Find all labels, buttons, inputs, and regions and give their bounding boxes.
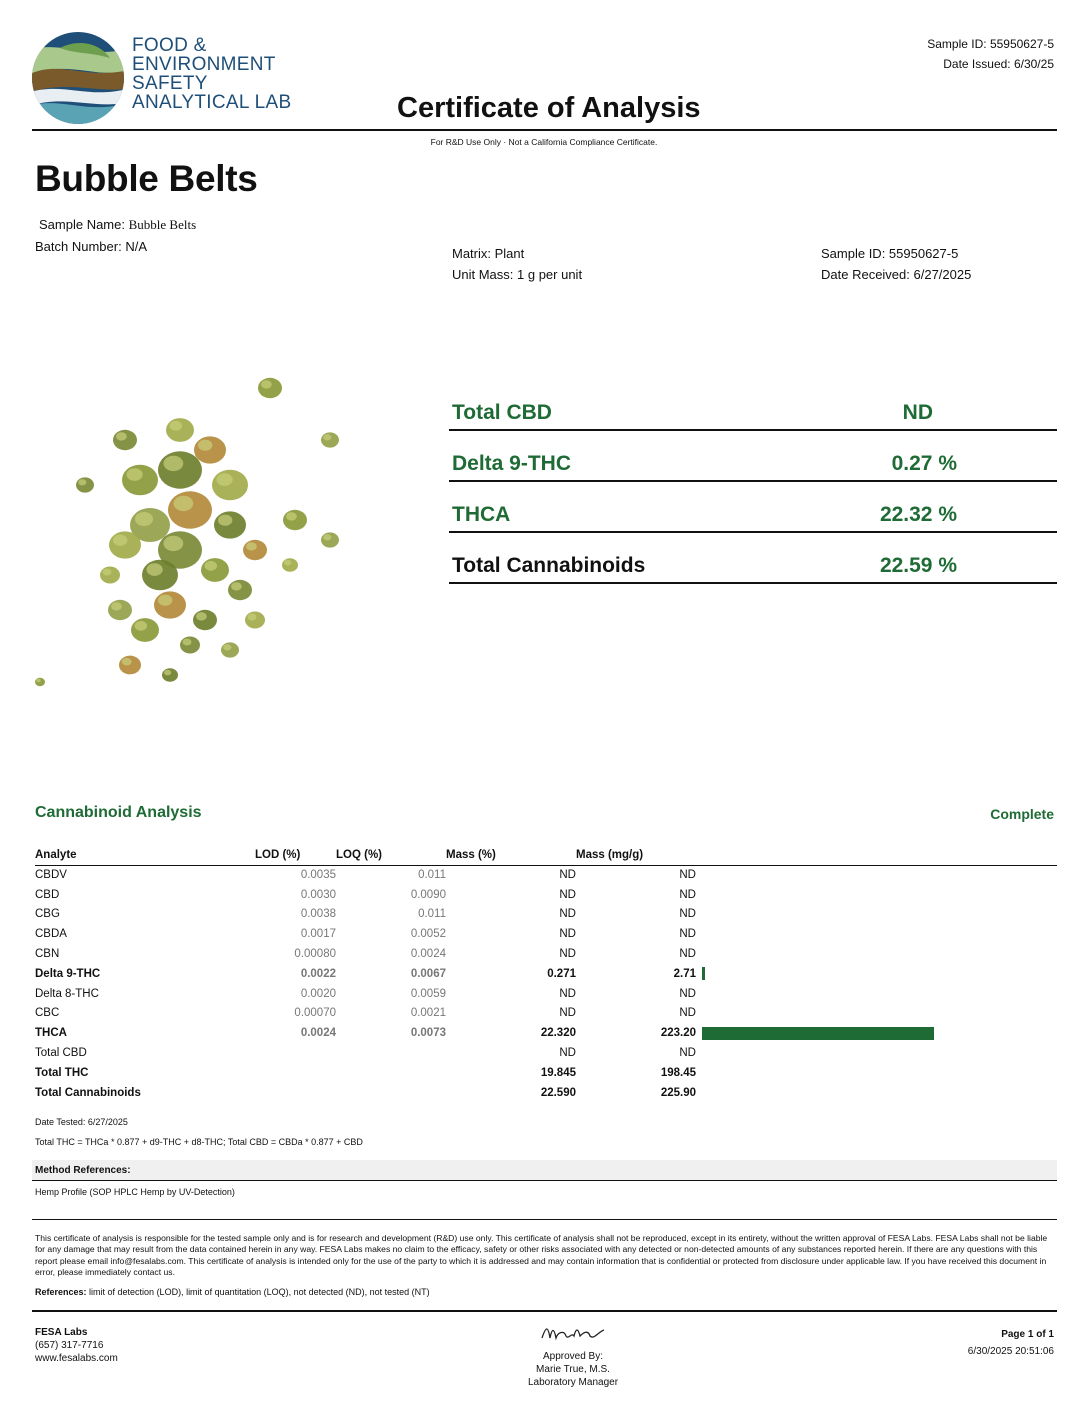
- cell-loq: [336, 1063, 446, 1083]
- total-formula: Total THC = THCa * 0.877 + d9-THC + d8-THC; Total CBD = CBDa * 0.877 + CBD: [35, 1137, 363, 1147]
- approved-by-label: Approved By:: [542, 1351, 604, 1362]
- col-mass-mg: Mass (mg/g): [576, 846, 696, 865]
- cell-mass-pct: ND: [559, 928, 576, 941]
- top-disclaimer: For R&D Use Only · Not a California Compliance Certificate.: [430, 137, 658, 147]
- cell-loq: 0.0073: [410, 1027, 446, 1040]
- bud-highlight: [223, 644, 231, 650]
- header-divider: [32, 129, 1057, 131]
- date-received: Date Received: 6/27/2025: [821, 267, 972, 282]
- summary-delta9: [449, 431, 1057, 482]
- bud-highlight: [113, 535, 127, 546]
- lab-logo-emblem: [30, 30, 130, 126]
- bud-shape: [212, 470, 248, 501]
- bud-highlight: [127, 468, 143, 481]
- table-row: [35, 905, 1057, 925]
- cell-loq: [336, 1083, 446, 1103]
- bud-shape: [108, 600, 132, 620]
- approver-name: Marie True, M.S.: [536, 1364, 610, 1375]
- cell-mass-pct: 22.590: [540, 1086, 576, 1099]
- summary-label: Delta 9-THC: [452, 452, 572, 475]
- cell-bar: [696, 905, 1057, 925]
- batch-number: Batch Number: N/A: [35, 239, 147, 254]
- bud-highlight: [217, 473, 233, 486]
- col-analyte: Analyte: [35, 846, 255, 865]
- logo-line: ANALYTICAL LAB: [132, 92, 292, 113]
- product-photo: [30, 360, 370, 700]
- bud-highlight: [323, 534, 331, 540]
- bud-shape: [283, 510, 307, 530]
- cell-lod: 0.00070: [294, 1007, 336, 1020]
- bud-shape: [214, 511, 246, 538]
- bud-shape: [180, 637, 200, 654]
- cell-mass-mg: ND: [679, 948, 696, 961]
- cell-analyte: CBDA: [35, 928, 67, 941]
- bud-shape: [76, 477, 94, 492]
- summary-total-cannabinoids: [449, 533, 1057, 584]
- cell-mass-pct: ND: [559, 888, 576, 901]
- unit-mass: Unit Mass: 1 g per unit: [452, 267, 583, 282]
- cell-loq: 0.011: [418, 908, 446, 921]
- cell-lod: [255, 1063, 336, 1083]
- bud-shape: [221, 642, 239, 657]
- logo-line: FOOD &: [132, 35, 207, 56]
- logo-line: SAFETY: [132, 73, 208, 94]
- table-row: [35, 1043, 1057, 1063]
- cell-mass-mg: 223.20: [660, 1027, 696, 1040]
- table-row: [35, 984, 1057, 1004]
- matrix-info: [452, 243, 582, 285]
- cell-lod: 0.0038: [300, 908, 336, 921]
- bud-shape: [166, 418, 194, 442]
- cell-bar: [696, 1004, 1057, 1024]
- header-meta: [927, 34, 1054, 74]
- method-references-text: Hemp Profile (SOP HPLC Hemp by UV-Detection): [35, 1187, 235, 1197]
- status-badge: Complete: [990, 806, 1054, 822]
- print-timestamp: 6/30/2025 20:51:06: [967, 1346, 1054, 1357]
- cell-analyte: CBG: [35, 908, 60, 921]
- legal-disclaimer: This certificate of analysis is responsible for the tested sample only and is for research and development (R&D) use only. This certificate of analysis shall not be reproduced, except in its entirety, without the written approval of FESA Labs. FESA Labs shall not be liable for any damage that may result from the data contained herein in any way. FESA Labs makes no claim to the efficacy, safety or other risks associated with any detected or non-detected amounts of any substances reported herein. If there are any questions with this report please email info@fesalabs.com. This certificate of analysis is intended only for the use of the party to which it is addressed and may contain information that is confidential or protected from disclosure under applicable law. If you have received this document in error, please immediately contact us.: [35, 1233, 1048, 1277]
- cell-loq: 0.0090: [410, 888, 446, 901]
- bud-highlight: [284, 560, 291, 566]
- bud-highlight: [36, 679, 41, 683]
- cell-mass-pct: 19.845: [540, 1066, 576, 1079]
- references-text: limit of detection (LOD), limit of quantitation (LOQ), not detected (ND), not tested (NT): [86, 1287, 430, 1297]
- summary-total-cbd: [449, 380, 1057, 431]
- cell-mass-mg: ND: [679, 888, 696, 901]
- cell-mass-mg: ND: [679, 1047, 696, 1060]
- cell-mass-pct: ND: [559, 869, 576, 882]
- cell-lod: [255, 1043, 336, 1063]
- bud-shape: [122, 465, 158, 496]
- bud-shape: [119, 656, 141, 675]
- bud-highlight: [135, 621, 148, 631]
- bud-highlight: [248, 614, 257, 621]
- cell-analyte: Total THC: [35, 1066, 89, 1079]
- cell-lod: 0.0035: [300, 869, 336, 882]
- matrix: Matrix: Plant: [452, 246, 525, 261]
- company-phone[interactable]: (657) 317-7716: [35, 1340, 104, 1351]
- divider: [32, 1219, 1057, 1220]
- bud-shape: [162, 668, 178, 682]
- cell-mass-mg: 198.45: [660, 1066, 696, 1079]
- signature: [538, 1322, 608, 1344]
- table-row: [35, 924, 1057, 944]
- analysis-table: [35, 846, 1057, 1103]
- cell-mass-pct: ND: [559, 1047, 576, 1060]
- cell-loq: 0.0067: [410, 967, 446, 980]
- cell-bar: [696, 944, 1057, 964]
- bud-shape: [243, 540, 267, 560]
- table-row: [35, 944, 1057, 964]
- bud-highlight: [164, 456, 184, 471]
- cell-lod: [255, 1083, 336, 1103]
- bud-shape: [158, 451, 202, 488]
- bud-shape: [100, 567, 120, 584]
- cell-analyte: Total Cannabinoids: [35, 1086, 141, 1099]
- summary-thca: [449, 482, 1057, 533]
- cell-mass-mg: 225.90: [660, 1086, 696, 1099]
- bud-highlight: [174, 496, 194, 511]
- bud-highlight: [261, 380, 272, 388]
- table-row: [35, 885, 1057, 905]
- sample-id: Sample ID: 55950627-5: [821, 246, 959, 261]
- cell-analyte: THCA: [35, 1027, 67, 1040]
- bud-shape: [154, 591, 186, 618]
- cell-bar: [696, 984, 1057, 1004]
- cell-bar: [696, 1063, 1057, 1083]
- approver-title: Laboratory Manager: [527, 1377, 619, 1388]
- cell-bar: [696, 1023, 1057, 1043]
- cell-mass-mg: ND: [679, 908, 696, 921]
- bud-highlight: [111, 602, 122, 610]
- bud-highlight: [231, 582, 242, 590]
- mass-bar: [702, 967, 705, 980]
- summary-value: ND: [902, 401, 933, 424]
- table-row: [35, 1063, 1057, 1083]
- bud-shape: [194, 436, 226, 463]
- summary-label: THCA: [452, 503, 511, 526]
- cell-mass-pct: ND: [559, 948, 576, 961]
- bud-shape: [193, 610, 217, 630]
- logo-line: ENVIRONMENT: [132, 54, 276, 75]
- col-loq: LOQ (%): [336, 846, 446, 865]
- table-row: [35, 1004, 1057, 1024]
- cell-mass-pct: 22.320: [540, 1027, 576, 1040]
- col-bar: [696, 846, 1057, 865]
- cell-mass-pct: ND: [559, 908, 576, 921]
- bud-shape: [282, 558, 298, 572]
- cell-analyte: Delta 8-THC: [35, 987, 99, 1000]
- cell-bar: [696, 1043, 1057, 1063]
- bud-shape: [168, 491, 212, 528]
- bud-highlight: [198, 440, 212, 451]
- bud-highlight: [196, 612, 207, 620]
- cell-bar: [696, 964, 1057, 984]
- bud-highlight: [246, 542, 257, 550]
- bud-highlight: [158, 595, 172, 606]
- bud-highlight: [78, 479, 86, 485]
- cell-analyte: CBN: [35, 948, 60, 961]
- cell-analyte: CBD: [35, 888, 60, 901]
- cell-loq: [336, 1043, 446, 1063]
- bud-highlight: [116, 432, 127, 440]
- bud-shape: [35, 678, 45, 687]
- bud-shape: [109, 531, 141, 558]
- col-lod: LOD (%): [255, 846, 336, 865]
- table-header-row: [35, 846, 1057, 865]
- summary-value: 0.27 %: [891, 452, 957, 475]
- bud-highlight: [205, 561, 218, 571]
- bud-highlight: [286, 512, 297, 520]
- cell-mass-mg: ND: [679, 869, 696, 882]
- cell-loq: 0.011: [418, 869, 446, 882]
- bud-highlight: [218, 515, 232, 526]
- page-title: Certificate of Analysis: [397, 92, 701, 124]
- bud-shape: [131, 618, 159, 642]
- cell-lod: 0.0022: [300, 967, 336, 980]
- summary-label: Total CBD: [452, 401, 552, 424]
- bud-highlight: [323, 434, 331, 440]
- bud-shape: [258, 378, 282, 398]
- cell-bar: [696, 924, 1057, 944]
- cell-bar: [696, 1083, 1057, 1103]
- footer-page-info: [968, 1326, 1054, 1360]
- table-row: [35, 1083, 1057, 1103]
- cell-loq: 0.0021: [410, 1007, 446, 1020]
- bud-highlight: [164, 536, 184, 551]
- cell-analyte: Total CBD: [35, 1047, 87, 1060]
- bud-highlight: [135, 512, 153, 526]
- header-sample-id: Sample ID: 55950627-5: [927, 37, 1054, 51]
- bud-shape: [201, 558, 229, 582]
- bud-shape: [228, 580, 252, 600]
- cell-analyte: CBDV: [35, 869, 67, 882]
- cell-analyte: CBC: [35, 1007, 60, 1020]
- references-label: References:: [35, 1287, 87, 1297]
- lab-logo-wordmark: [132, 36, 291, 112]
- bud-highlight: [147, 563, 163, 576]
- summary-label: Total Cannabinoids: [452, 554, 646, 577]
- bud-highlight: [183, 639, 192, 646]
- col-mass-pct: Mass (%): [446, 846, 576, 865]
- sample-name: [39, 217, 196, 233]
- bud-highlight: [164, 670, 171, 676]
- cell-mass-pct: ND: [559, 987, 576, 1000]
- bud-shape: [321, 532, 339, 547]
- cell-mass-mg: ND: [679, 928, 696, 941]
- footer-divider: [32, 1310, 1057, 1312]
- page-number: Page 1 of 1: [1001, 1329, 1054, 1340]
- cell-lod: 0.0020: [300, 987, 336, 1000]
- table-row: [35, 1023, 1057, 1043]
- cell-mass-pct: ND: [559, 1007, 576, 1020]
- bud-highlight: [170, 421, 183, 431]
- product-name: Bubble Belts: [35, 158, 258, 199]
- bud-highlight: [122, 658, 132, 666]
- cell-lod: 0.0017: [300, 928, 336, 941]
- cell-mass-pct: 0.271: [547, 967, 576, 980]
- summary-value: 22.59 %: [879, 554, 957, 577]
- sample-info: [821, 243, 971, 285]
- cell-mass-mg: 2.71: [673, 967, 696, 980]
- bud-highlight: [103, 569, 112, 576]
- bud-shape: [142, 560, 178, 591]
- sample-name-value: Bubble Belts: [128, 217, 197, 232]
- cell-lod: 0.0024: [300, 1027, 336, 1040]
- summary-value: 22.32 %: [879, 503, 957, 526]
- footer-company: [35, 1326, 118, 1365]
- section-title: Cannabinoid Analysis: [35, 804, 202, 821]
- cell-loq: 0.0024: [410, 948, 446, 961]
- cell-loq: 0.0059: [410, 987, 446, 1000]
- header-date-issued: Date Issued: 6/30/25: [943, 57, 1054, 71]
- cell-analyte: Delta 9-THC: [35, 967, 101, 980]
- references: [35, 1287, 430, 1297]
- cell-mass-mg: ND: [679, 987, 696, 1000]
- mass-bar: [702, 1027, 934, 1040]
- bud-shape: [321, 432, 339, 447]
- footer-approval: [473, 1322, 673, 1389]
- bud-shape: [245, 612, 265, 629]
- cell-lod: 0.0030: [300, 888, 336, 901]
- table-row: [35, 865, 1057, 885]
- cell-bar: [696, 865, 1057, 885]
- method-references-heading: Method References:: [32, 1160, 1057, 1181]
- cell-mass-mg: ND: [679, 1007, 696, 1020]
- table-row: [35, 964, 1057, 984]
- company-website[interactable]: www.fesalabs.com: [35, 1353, 118, 1364]
- date-tested: Date Tested: 6/27/2025: [35, 1117, 128, 1127]
- cell-bar: [696, 885, 1057, 905]
- cell-lod: 0.00080: [294, 948, 336, 961]
- cell-loq: 0.0052: [410, 928, 446, 941]
- sample-name-label: Sample Name:: [39, 217, 125, 232]
- bud-shape: [113, 430, 137, 450]
- company-name: FESA Labs: [35, 1327, 88, 1338]
